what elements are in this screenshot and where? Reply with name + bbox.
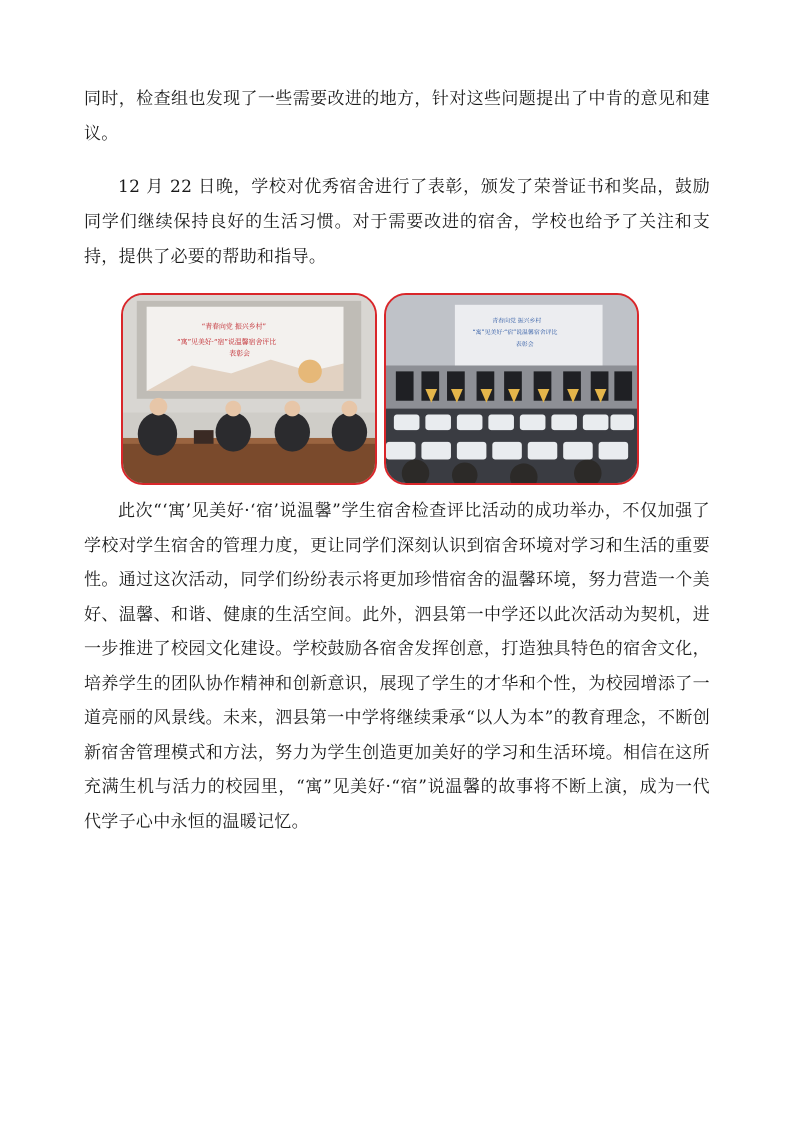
right-screen-line2: “寓”见美好·“宿”说温馨宿舍评比 [472, 330, 558, 337]
left-screen-line3: 表彰会 [229, 349, 250, 358]
paragraph-2: 12 月 22 日晚，学校对优秀宿舍进行了表彰，颁发了荣誉证书和奖品，鼓励同学们继续保持良好的生活习惯。对于需要改进的宿舍，学校也给予了关注和支持，提供了必要的帮助和指导。 [84, 177, 710, 267]
right-screen-line1: 青春向党 振兴乡村 [492, 318, 542, 325]
left-screen-line2: “寓”见美好·“宿”说温馨宿舍评比 [177, 337, 277, 346]
left-screen-line1: “青春向党 振兴乡村” [201, 322, 267, 331]
right-screen-line3: 表彰会 [515, 341, 534, 348]
ceremony-photo-right [384, 293, 639, 485]
ceremony-photo-left [121, 293, 377, 485]
paragraph-1: 同时，检查组也发现了一些需要改进的地方，针对这些问题提出了中肯的意见和建议。 [84, 89, 710, 144]
paragraph-3: 此次“‘寓’见美好·‘宿’说温馨”学生宿舍检查评比活动的成功举办，不仅加强了学校对学生宿舍的管理力度，更让同学们深刻认识到宿舍环境对学习和生活的重要性。通过这次活动，同学们纷纷表示将更加珍惜宿舍的温馨环境，努力营造一个美好、温馨、和谐、健康的生活空间。此外，泗县第一中学还以此次活动为契机，进一步推进了校园文化建设。学校鼓励各宿舍发挥创意，打造独具特色的宿舍文化，培养学生的团队协作精神和创新意识，展现了学生的才华和个性，为校园增添了一道亮丽的风景线。未来，泗县第一中学将继续秉承“以人为本”的教育理念，不断创新宿舍管理模式和方法，努力为学生创造更加美好的学习和生活环境。相信在这所充满生机与活力的校园里，“寓”见美好·“宿”说温馨的故事将不断上演，成为一代代学子心中永恒的温暖记忆。 [84, 501, 710, 832]
